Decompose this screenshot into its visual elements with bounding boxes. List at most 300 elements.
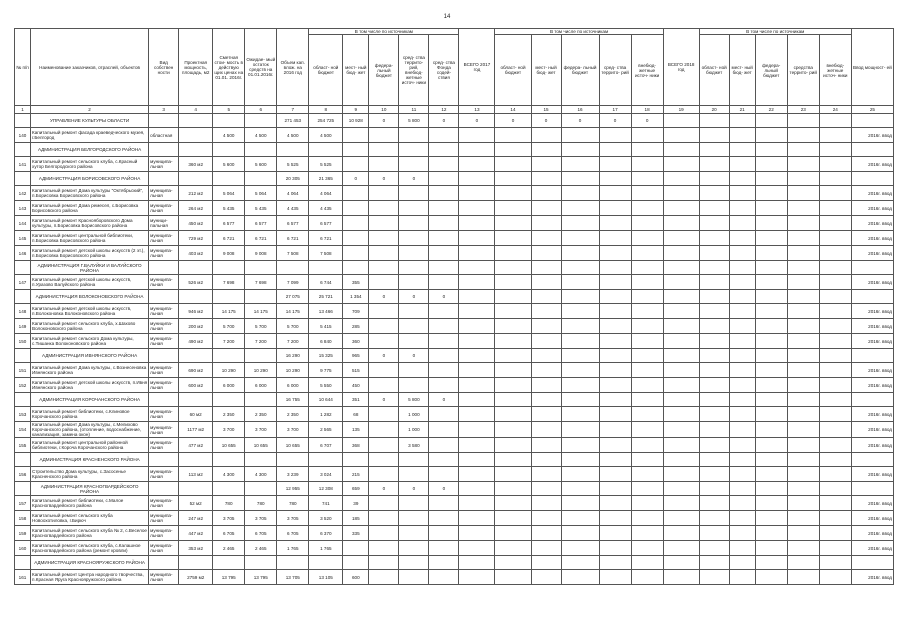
value-cell xyxy=(429,304,459,319)
value-cell: 5 700 xyxy=(277,319,309,334)
value-cell xyxy=(531,496,561,511)
value-cell xyxy=(631,482,663,496)
commissioning-cell xyxy=(851,349,893,363)
value-cell xyxy=(369,407,399,422)
value-cell xyxy=(663,526,699,541)
value-cell xyxy=(631,304,663,319)
value-cell: 780 xyxy=(245,496,277,511)
value-cell xyxy=(787,422,819,438)
value-cell xyxy=(729,172,755,186)
value-cell xyxy=(459,363,495,378)
value-cell: 7 200 xyxy=(277,334,309,349)
value-cell xyxy=(819,128,851,143)
value-cell: 6 000 xyxy=(213,378,245,393)
value-cell: 6 707 xyxy=(309,438,343,453)
value-cell xyxy=(459,511,495,526)
value-cell xyxy=(787,556,819,570)
table-row xyxy=(15,363,894,378)
value-cell xyxy=(699,467,729,482)
value-cell xyxy=(459,482,495,496)
value-cell: 113 м2 xyxy=(179,467,213,482)
value-cell xyxy=(699,511,729,526)
value-cell xyxy=(459,438,495,453)
section-title: АДМИНИСТРАЦИЯ КРАСНЕНСКОГО РАЙОНА xyxy=(31,453,149,467)
header-of-which-2017: В том числе по источникам xyxy=(495,29,663,35)
value-cell xyxy=(599,290,631,304)
value-cell xyxy=(755,216,787,231)
header-terr-funds-2017: сред- ства террито- рий xyxy=(599,35,631,106)
table-row xyxy=(15,496,894,511)
value-cell xyxy=(787,246,819,261)
value-cell: 247 м2 xyxy=(179,511,213,526)
value-cell xyxy=(343,143,369,157)
commissioning-cell: 2016г. ввод xyxy=(851,231,893,246)
value-cell xyxy=(429,231,459,246)
row-number: 151 xyxy=(15,363,31,378)
value-cell: 4 300 xyxy=(213,467,245,482)
value-cell xyxy=(787,275,819,290)
value-cell: 5 435 xyxy=(245,201,277,216)
value-cell xyxy=(631,172,663,186)
value-cell: 3 705 xyxy=(213,511,245,526)
section-title: АДМИНИСТРАЦИЯ ИВНЯНСКОГО РАЙОНА xyxy=(31,349,149,363)
value-cell: 5 435 xyxy=(213,201,245,216)
value-cell xyxy=(343,246,369,261)
value-cell xyxy=(755,290,787,304)
table-row xyxy=(15,319,894,334)
value-cell xyxy=(599,349,631,363)
value-cell xyxy=(495,172,531,186)
value-cell xyxy=(599,216,631,231)
value-cell xyxy=(309,556,343,570)
value-cell xyxy=(699,319,729,334)
value-cell xyxy=(631,231,663,246)
value-cell xyxy=(343,556,369,570)
value-cell xyxy=(631,407,663,422)
row-number: 152 xyxy=(15,378,31,393)
value-cell xyxy=(459,128,495,143)
value-cell xyxy=(429,363,459,378)
value-cell xyxy=(495,290,531,304)
value-cell: 0 xyxy=(369,114,399,128)
section-title: АДМИНИСТРАЦИЯ Г.ВАЛУЙКИ И ВАЛУЙСКОГО РАЙОНА xyxy=(31,261,149,275)
value-cell xyxy=(179,128,213,143)
value-cell xyxy=(495,570,531,585)
commissioning-cell xyxy=(851,393,893,407)
section-title: АДМИНИСТРАЦИЯ БОРИСОВСКОГО РАЙОНА xyxy=(31,172,149,186)
value-cell xyxy=(495,363,531,378)
value-cell xyxy=(459,231,495,246)
value-cell xyxy=(459,541,495,556)
value-cell xyxy=(369,246,399,261)
section-title: АДМИНИСТРАЦИЯ КРАСНОЯРУЖСКОГО РАЙОНА xyxy=(31,556,149,570)
value-cell xyxy=(561,143,599,157)
value-cell: 780 xyxy=(277,496,309,511)
value-cell xyxy=(699,570,729,585)
value-cell xyxy=(369,275,399,290)
value-cell: 490 м2 xyxy=(179,334,213,349)
value-cell: 729 м2 xyxy=(179,231,213,246)
value-cell: 6 721 xyxy=(309,231,343,246)
value-cell xyxy=(429,319,459,334)
value-cell xyxy=(599,319,631,334)
value-cell xyxy=(561,482,599,496)
value-cell: 10 655 xyxy=(277,438,309,453)
object-name: Капитальный ремонт детской школы искусств, п.Волоконовка Волоконовского района xyxy=(31,304,149,319)
value-cell xyxy=(531,349,561,363)
value-cell: 6 705 xyxy=(277,526,309,541)
value-cell: 2 465 xyxy=(213,541,245,556)
value-cell xyxy=(369,157,399,172)
value-cell: 5 600 xyxy=(213,157,245,172)
value-cell xyxy=(631,467,663,482)
value-cell xyxy=(531,172,561,186)
row-number xyxy=(15,114,31,128)
value-cell xyxy=(631,496,663,511)
value-cell: 1 765 xyxy=(277,541,309,556)
value-cell: 2 465 xyxy=(245,541,277,556)
value-cell xyxy=(755,496,787,511)
value-cell xyxy=(561,246,599,261)
value-cell xyxy=(531,186,561,201)
value-cell xyxy=(459,407,495,422)
ownership-cell xyxy=(149,393,179,407)
value-cell xyxy=(599,172,631,186)
value-cell xyxy=(631,556,663,570)
value-cell xyxy=(495,275,531,290)
row-number: 143 xyxy=(15,201,31,216)
object-name: Капитальный ремонт детской школы искусств, п.Ивня Ивнянского района xyxy=(31,378,149,393)
value-cell xyxy=(495,319,531,334)
value-cell xyxy=(561,511,599,526)
value-cell xyxy=(495,246,531,261)
value-cell xyxy=(729,570,755,585)
value-cell xyxy=(819,349,851,363)
value-cell xyxy=(213,143,245,157)
value-cell: 9 008 xyxy=(213,246,245,261)
value-cell xyxy=(699,349,729,363)
value-cell xyxy=(531,261,561,275)
ownership-cell xyxy=(149,556,179,570)
value-cell xyxy=(495,349,531,363)
ownership-cell: муниципа- льная xyxy=(149,407,179,422)
value-cell: 254 725 xyxy=(309,114,343,128)
value-cell xyxy=(631,128,663,143)
value-cell xyxy=(213,114,245,128)
value-cell xyxy=(429,407,459,422)
value-cell: 335 xyxy=(343,526,369,541)
object-name: Капитальный ремонт фасада краеведческого музея, г.Белгород xyxy=(31,128,149,143)
value-cell xyxy=(561,304,599,319)
value-cell xyxy=(561,378,599,393)
header-local-budget-2017: мест- ный бюд- жет xyxy=(531,35,561,106)
value-cell: 0 xyxy=(369,393,399,407)
value-cell: 5 525 xyxy=(309,157,343,172)
value-cell: 515 xyxy=(343,363,369,378)
ownership-cell: муниципа- льная xyxy=(149,334,179,349)
value-cell xyxy=(531,334,561,349)
value-cell xyxy=(459,143,495,157)
value-cell: 450 xyxy=(343,378,369,393)
commissioning-cell: 2016г. ввод xyxy=(851,128,893,143)
value-cell xyxy=(459,453,495,467)
value-cell xyxy=(429,453,459,467)
value-cell: 6 744 xyxy=(309,275,343,290)
ownership-cell xyxy=(149,482,179,496)
value-cell xyxy=(819,246,851,261)
value-cell: 2 350 xyxy=(213,407,245,422)
value-cell xyxy=(531,128,561,143)
ownership-cell: областная xyxy=(149,128,179,143)
value-cell xyxy=(531,556,561,570)
value-cell xyxy=(787,482,819,496)
value-cell xyxy=(729,556,755,570)
value-cell xyxy=(245,393,277,407)
value-cell xyxy=(787,393,819,407)
column-number: 11 xyxy=(399,106,429,114)
value-cell xyxy=(819,511,851,526)
value-cell: 690 м2 xyxy=(179,363,213,378)
value-cell xyxy=(561,453,599,467)
value-cell xyxy=(369,216,399,231)
value-cell xyxy=(399,556,429,570)
row-number xyxy=(15,261,31,275)
section-row xyxy=(15,482,894,496)
value-cell xyxy=(699,290,729,304)
value-cell xyxy=(369,438,399,453)
value-cell xyxy=(399,128,429,143)
value-cell: 20 305 xyxy=(277,172,309,186)
table-row xyxy=(15,157,894,172)
value-cell xyxy=(729,496,755,511)
value-cell xyxy=(599,556,631,570)
value-cell xyxy=(755,172,787,186)
row-number xyxy=(15,290,31,304)
header-estimated-cost: Сметная стои- мость в действую щих ценах на 01.01. 2016г. xyxy=(213,29,245,106)
object-name: Капитальный ремонт центральной районной библиотеки, г.Короча Корочанского района xyxy=(31,438,149,453)
value-cell xyxy=(755,393,787,407)
value-cell: 27 075 xyxy=(277,290,309,304)
column-number: 24 xyxy=(819,106,851,114)
value-cell xyxy=(699,526,729,541)
value-cell xyxy=(531,319,561,334)
commissioning-cell: 2016г. ввод xyxy=(851,275,893,290)
value-cell xyxy=(819,453,851,467)
value-cell xyxy=(495,541,531,556)
column-number: 1 xyxy=(15,106,31,114)
value-cell xyxy=(631,438,663,453)
row-number: 153 xyxy=(15,407,31,422)
commissioning-cell xyxy=(851,453,893,467)
commissioning-cell xyxy=(851,482,893,496)
value-cell xyxy=(369,334,399,349)
value-cell xyxy=(599,482,631,496)
value-cell xyxy=(663,570,699,585)
value-cell: 0 xyxy=(369,349,399,363)
table-row xyxy=(15,231,894,246)
value-cell xyxy=(561,363,599,378)
value-cell xyxy=(343,157,369,172)
value-cell xyxy=(729,157,755,172)
row-number xyxy=(15,556,31,570)
object-name: Капитальный ремонт сельского клуба № 2, с.Веселое Красногвардейского района xyxy=(31,526,149,541)
value-cell xyxy=(429,438,459,453)
value-cell xyxy=(631,143,663,157)
value-cell xyxy=(631,453,663,467)
value-cell xyxy=(599,261,631,275)
value-cell xyxy=(787,570,819,585)
value-cell: 7 200 xyxy=(245,334,277,349)
value-cell xyxy=(663,407,699,422)
ownership-cell: муниципа- льная xyxy=(149,319,179,334)
value-cell: 6 721 xyxy=(277,231,309,246)
value-cell: 368 xyxy=(343,438,369,453)
value-cell xyxy=(245,290,277,304)
commissioning-cell: 2016г. ввод xyxy=(851,438,893,453)
value-cell: 0 xyxy=(429,482,459,496)
table-row xyxy=(15,407,894,422)
value-cell: 0 xyxy=(599,114,631,128)
value-cell xyxy=(213,556,245,570)
ownership-cell: муниципа- льная xyxy=(149,438,179,453)
object-name: Капитальный ремонт Дома культуры "Октябрьский", п.Борисовка Борисовского района xyxy=(31,186,149,201)
ownership-cell xyxy=(149,114,179,128)
value-cell: 4 435 xyxy=(309,201,343,216)
section-row xyxy=(15,172,894,186)
commissioning-cell xyxy=(851,143,893,157)
value-cell xyxy=(599,334,631,349)
value-cell xyxy=(631,275,663,290)
value-cell xyxy=(561,186,599,201)
value-cell xyxy=(663,349,699,363)
value-cell xyxy=(561,467,599,482)
value-cell: 7 200 xyxy=(213,334,245,349)
value-cell xyxy=(663,363,699,378)
value-cell xyxy=(369,541,399,556)
value-cell xyxy=(531,378,561,393)
value-cell xyxy=(599,246,631,261)
value-cell xyxy=(755,319,787,334)
value-cell xyxy=(179,261,213,275)
table-row xyxy=(15,438,894,453)
value-cell xyxy=(631,334,663,349)
commissioning-cell: 2016г. ввод xyxy=(851,422,893,438)
ownership-cell xyxy=(149,261,179,275)
value-cell: 5 700 xyxy=(213,319,245,334)
row-number: 160 xyxy=(15,541,31,556)
value-cell: 709 xyxy=(343,304,369,319)
value-cell xyxy=(429,201,459,216)
value-cell: 355 xyxy=(343,275,369,290)
value-cell xyxy=(459,290,495,304)
column-number: 23 xyxy=(787,106,819,114)
value-cell xyxy=(599,541,631,556)
value-cell xyxy=(399,319,429,334)
value-cell xyxy=(819,378,851,393)
section-row xyxy=(15,261,894,275)
value-cell: 0 xyxy=(343,172,369,186)
ownership-cell xyxy=(149,349,179,363)
value-cell xyxy=(399,378,429,393)
section-row xyxy=(15,114,894,128)
value-cell xyxy=(819,186,851,201)
value-cell xyxy=(561,407,599,422)
value-cell: 600 xyxy=(343,570,369,585)
value-cell xyxy=(787,304,819,319)
value-cell xyxy=(495,467,531,482)
value-cell xyxy=(787,378,819,393)
value-cell xyxy=(531,407,561,422)
value-cell xyxy=(599,378,631,393)
value-cell xyxy=(531,246,561,261)
value-cell xyxy=(399,261,429,275)
value-cell xyxy=(729,467,755,482)
value-cell xyxy=(663,186,699,201)
value-cell xyxy=(179,482,213,496)
value-cell: 9 775 xyxy=(309,363,343,378)
value-cell: 1 765 xyxy=(309,541,343,556)
commissioning-cell: 2016г. ввод xyxy=(851,201,893,216)
row-number: 148 xyxy=(15,304,31,319)
value-cell xyxy=(663,157,699,172)
value-cell xyxy=(755,378,787,393)
value-cell xyxy=(729,334,755,349)
column-number: 17 xyxy=(599,106,631,114)
value-cell: 1177 м2 xyxy=(179,422,213,438)
value-cell xyxy=(369,467,399,482)
value-cell xyxy=(729,143,755,157)
value-cell xyxy=(599,275,631,290)
table-row xyxy=(15,201,894,216)
value-cell xyxy=(699,496,729,511)
value-cell xyxy=(599,526,631,541)
header-fed-budget-2017: федера- льный бюджет xyxy=(561,35,599,106)
value-cell xyxy=(459,246,495,261)
value-cell: 4 500 xyxy=(245,128,277,143)
value-cell xyxy=(277,453,309,467)
table-row xyxy=(15,304,894,319)
value-cell xyxy=(561,231,599,246)
column-number: 15 xyxy=(531,106,561,114)
value-cell xyxy=(429,422,459,438)
value-cell: 39 xyxy=(343,496,369,511)
table-row xyxy=(15,541,894,556)
value-cell xyxy=(787,438,819,453)
value-cell xyxy=(729,114,755,128)
value-cell: 13 795 xyxy=(245,570,277,585)
value-cell xyxy=(561,334,599,349)
value-cell xyxy=(729,261,755,275)
value-cell xyxy=(663,172,699,186)
header-obl-budget: област- ной бюджет xyxy=(309,35,343,106)
value-cell xyxy=(343,261,369,275)
value-cell xyxy=(531,231,561,246)
value-cell xyxy=(531,157,561,172)
header-local-budget: мест- ный бюд- жет xyxy=(343,35,369,106)
value-cell xyxy=(819,496,851,511)
value-cell xyxy=(369,304,399,319)
value-cell xyxy=(599,128,631,143)
value-cell: 52 м2 xyxy=(179,496,213,511)
value-cell xyxy=(277,143,309,157)
value-cell xyxy=(787,496,819,511)
value-cell: 477 м2 xyxy=(179,438,213,453)
value-cell: 1 000 xyxy=(399,422,429,438)
value-cell xyxy=(755,541,787,556)
header-volume-2016: Объем кап. влож. на 2016 год xyxy=(277,29,309,106)
value-cell xyxy=(599,393,631,407)
table-row xyxy=(15,246,894,261)
